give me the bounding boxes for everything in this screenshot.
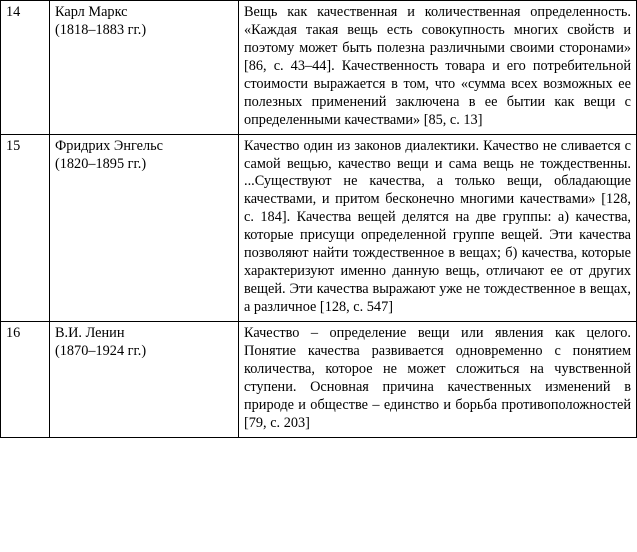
row-definition-cell — [239, 134, 637, 321]
table-row — [1, 321, 637, 437]
row-author-cell — [50, 134, 239, 321]
row-author-cell — [50, 1, 239, 135]
row-definition-cell — [239, 1, 637, 135]
author-name: Фридрих Энгельс — [55, 137, 164, 154]
row-definition-cell — [239, 321, 637, 437]
author-years: (1820–1895 гг.) — [55, 155, 147, 172]
definition-text: Качество – определение вещи или явления как целого. Понятие качества развивается одновременно с понятием количества, которое не может сложиться на чувственной ступени. Основная причина качественных изменений в природе и обществе – единство и борьба противоположностей [79, с. 203] — [244, 324, 631, 431]
table-body — [1, 1, 637, 438]
definition-text: Вещь как качественная и количественная определенность. «Каждая такая вещь есть совокупность многих свойств и поэтому может быть полезна различными своими сторонами» [86, с. 43–44]. Качественность товара и его потребительной стоимости выражается в том, что «сумма всех возможных ее полезных применений заключена в ее бытии как вещи с определенными качествами» [85, с. 13] — [244, 4, 631, 128]
row-number-cell: 16 — [1, 321, 50, 437]
author-name: В.И. Ленин — [55, 324, 125, 341]
definition-text: Качество один из законов диалектики. Качество не сливается с самой вещью, качество вещи и сама вещь не тождественны. ...Существуют не качества, а только вещи, обладающие качествами, и притом бесконечно многими качествами» [128, с. 184]. Качества вещей делятся на две группы: а) качества, которые присущи определенной группе вещей. Эти качества позволяют найти тождественное в вещах; б) качества, которые характеризуют именно данную вещь, отличают ее от других вещей. Эти качества выражают уже не тождественное в вещах, а различное [128, с. 547] — [244, 137, 631, 315]
row-author-cell — [50, 321, 239, 437]
author-name: Карл Маркс — [55, 4, 128, 20]
author-years: (1870–1924 гг.) — [55, 342, 147, 359]
author-years: (1818–1883 гг.) — [55, 21, 147, 38]
row-number-cell: 15 — [1, 134, 50, 321]
row-number-cell: 14 — [1, 1, 50, 135]
table-row — [1, 134, 637, 321]
table-row — [1, 1, 637, 135]
